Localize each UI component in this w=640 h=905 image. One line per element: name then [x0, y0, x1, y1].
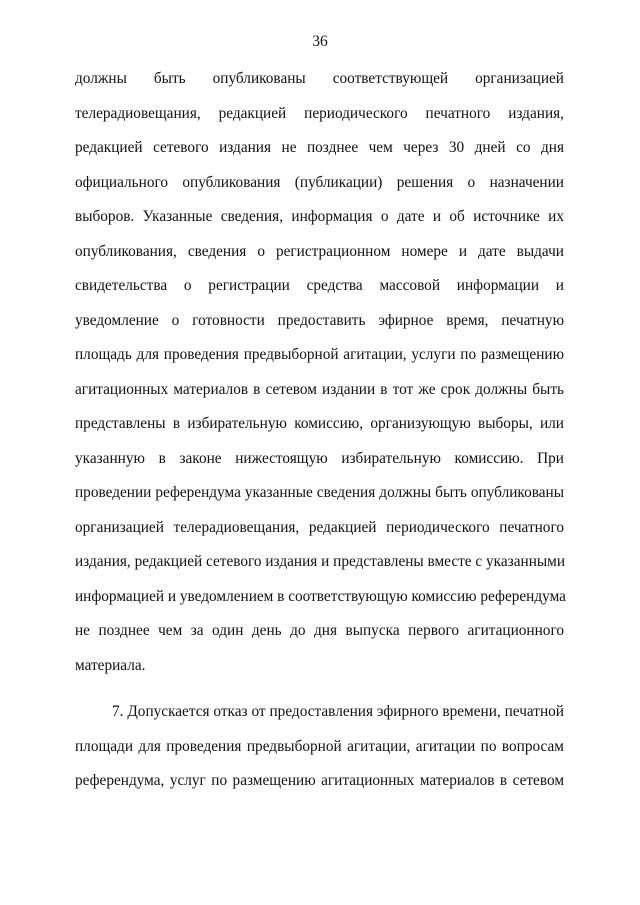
text-line: телерадиовещания, редакцией периодического печатного издания, — [75, 104, 564, 122]
page-number: 36 — [312, 33, 328, 50]
text-line: уведомление о готовности предоставить эфирное время, печатную — [75, 311, 564, 329]
text-line: площадь для проведения предвыборной агитации, услуги по размещению — [75, 346, 564, 363]
text-line: 7. Допускается отказ от предоставления эфирного времени, печатной — [112, 703, 564, 720]
text-line: опубликования, сведения о регистрационном номере и дате выдачи — [75, 242, 564, 260]
text-line: организацией телерадиовещания, редакцией периодического печатного — [75, 518, 564, 536]
text-line: информацией и уведомлением в соответствующую комиссию референдума — [75, 587, 566, 605]
text-line: материала. — [75, 656, 146, 674]
text-line: редакцией сетевого издания не позднее чем через 30 дней со дня — [75, 139, 564, 156]
text-line: не позднее чем за один день до дня выпуска первого агитационного — [75, 622, 564, 639]
text-line: агитационных материалов в сетевом издании в тот же срок должны быть — [75, 380, 564, 398]
text-line: должны быть опубликованы соответствующей организацией — [75, 70, 564, 87]
text-line: представлены в избирательную комиссию, организующую выборы, или — [75, 415, 564, 432]
text-line: указанную в законе нижестоящую избирательную комиссию. При — [75, 449, 564, 467]
text-line: площади для проведения предвыборной агитации, агитации по вопросам — [75, 737, 564, 755]
paragraph-gap — [75, 689, 564, 701]
text-line: свидетельства о регистрации средства массовой информации и — [75, 277, 564, 294]
text-line: референдума, услуг по размещению агитационных материалов в сетевом — [75, 772, 564, 789]
text-line: издания, редакцией сетевого издания и представлены вместе с указанными — [75, 553, 566, 570]
document-body — [75, 68, 564, 805]
text-line: проведении референдума указанные сведения должны быть опубликованы — [75, 484, 564, 501]
text-line: выборов. Указанные сведения, информация о дате и об источнике их — [75, 208, 564, 225]
text-line: официального опубликования (публикации) решения о назначении — [75, 173, 564, 191]
